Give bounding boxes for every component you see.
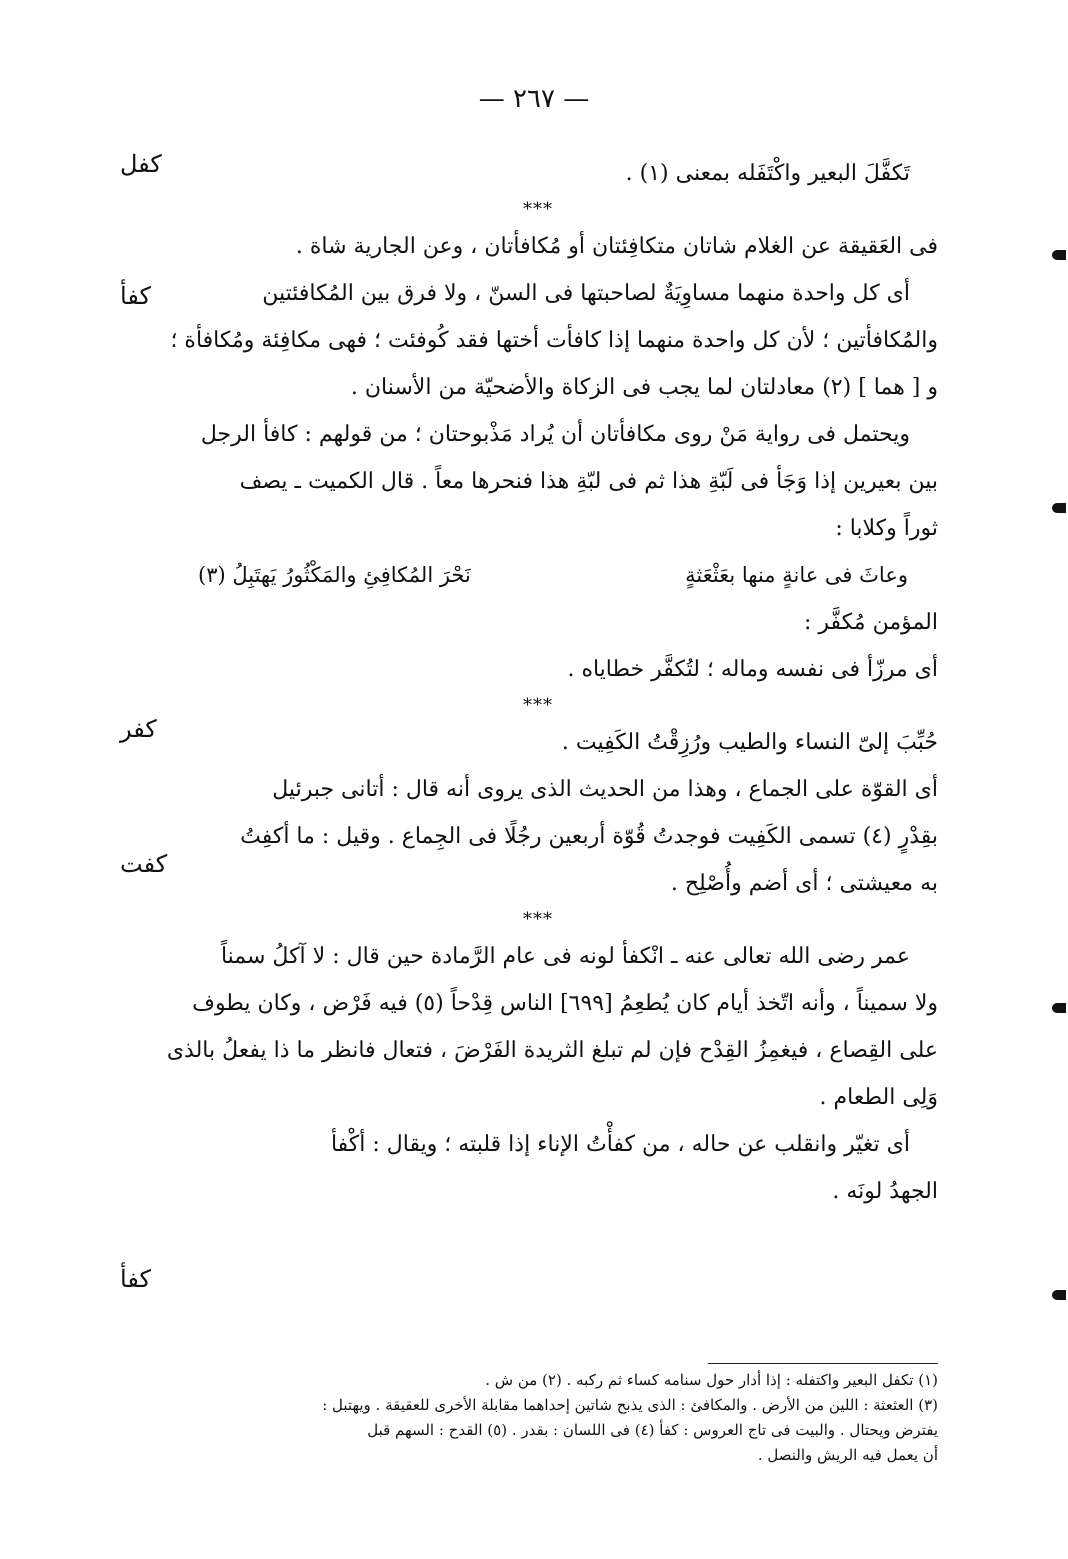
margin-root-word: كفأ (120, 1265, 151, 1293)
text-line: المؤمن مُكفَّر : (803, 610, 938, 635)
text-line: ولا سميناً ، وأنه اتّخذ أيام كان يُطعِمُ [٦٩٩] الناس قِدْحاً (٥) فيه فَرْض ، وكان يطوف (192, 991, 938, 1016)
text-line: ويحتمل فى رواية مَنْ روى مكافأتان أن يُراد مَذْبوحتان ؛ من قولهم : كافأ الرجل (200, 422, 910, 447)
text-line: أى كل واحدة منهما مساوِيَةٌ لصاحبتها فى السنّ ، ولا فرق بين المُكافئتين (262, 281, 910, 306)
section-separator: *** (523, 199, 553, 220)
main-text (138, 150, 938, 1215)
page-edge-mark (1052, 1290, 1066, 1300)
text-line: والمُكافأتين ؛ لأن كل واحدة منهما إذا كافأت أختها فقد كُوفئت ؛ فهى مكافِئة ومُكافأة ؛ (170, 328, 938, 353)
margin-root-word: كفل (120, 150, 162, 178)
margin-root-word: كفت (120, 850, 168, 878)
text-line: أى مرزّأ فى نفسه وماله ؛ لتُكفَّر خطاياه . (567, 657, 938, 682)
poem-verse (138, 552, 938, 599)
page-edge-mark (1052, 250, 1066, 260)
footnote-divider (708, 1363, 938, 1364)
text-line: تَكفَّلَ البعير واكْتَفَله بمعنى (١) . (625, 161, 910, 186)
text-line: ثوراً وكلابا : (835, 516, 938, 541)
text-line: أى القوّة على الجماع ، وهذا من الحديث الذى يروى أنه قال : أتانى جبرئيل (272, 777, 938, 802)
text-line: على القِصاع ، فيغمِزُ القِدْح فإن لم تبلغ الثريدة الفَرْضَ ، فتعال فانظر ما ذا يفعلُ بالذى (166, 1038, 938, 1063)
footnote: أن يعمل فيه الريش والنصل . (757, 1446, 938, 1464)
margin-root-word: كفأ (120, 282, 151, 310)
page-number: — ٢٦٧ — (478, 84, 590, 114)
verse-first-hemistich: وعاثَ فى عانةٍ منها بعَثْعَثةٍ (685, 563, 908, 587)
section-separator: *** (523, 909, 553, 930)
footnotes (138, 1368, 938, 1468)
page-edge-mark (1052, 1003, 1066, 1013)
footnote: (١) تكفل البعير واكتفله : إذا أدار حول سنامه كساء ثم ركبه . (٢) من ش . (485, 1371, 938, 1389)
section-separator: *** (523, 695, 553, 716)
text-line: حُبِّبَ إلىّ النساء والطيب ورُزِقْتُ الكَفِيت . (561, 730, 938, 755)
text-line: وَلِى الطعام . (819, 1085, 938, 1110)
text-line: به معيشتى ؛ أى أضم وأُصْلِح . (670, 871, 938, 896)
text-line: و [ هما ] (٢) معادلتان لما يجب فى الزكاة والأضحيّة من الأسنان . (350, 375, 938, 400)
text-line: بين بعيرين إذا وَجَأ فى لَبّةِ هذا ثم فى لبّةِ هذا فنحرها معاً . قال الكميت ـ يصف (239, 469, 938, 494)
margin-root-word: كفر (120, 715, 157, 743)
text-line: أى تغيّر وانقلب عن حاله ، من كفأْتُ الإناء إذا قلبته ؛ ويقال : أكْفأ (330, 1132, 910, 1157)
verse-second-hemistich: نَحْرَ المُكافِئِ والمَكْثُورُ يَهتَبِلُ (٣) (198, 563, 471, 587)
page-edge-mark (1052, 503, 1066, 513)
footnote: (٣) العثعثة : اللين من الأرض . والمكافئ : الذى يذبح شاتين إحداهما مقابلة الأخرى للعقيقة . ويهتبل : (322, 1396, 938, 1414)
text-line: الجهدُ لونَه . (832, 1179, 938, 1204)
footnote: يفترض ويحتال . والبيت فى تاج العروس : كفأ (٤) فى اللسان : بقدر . (٥) القدح : السهم قبل (367, 1421, 938, 1439)
text-line: فى العَقيقة عن الغلام شاتان متكافِئتان أو مُكافأتان ، وعن الجارية شاة . (295, 234, 938, 259)
text-line: عمر رضى الله تعالى عنه ـ انْكفأ لونه فى عام الرَّمادة حين قال : لا آكلُ سمناً (220, 944, 910, 969)
text-line: بقِدْرٍ (٤) تسمى الكَفِيت فوجدتُ قُوّة أربعين رجُلًا فى الجِماع . وقيل : ما أكفِتُ (240, 824, 938, 849)
